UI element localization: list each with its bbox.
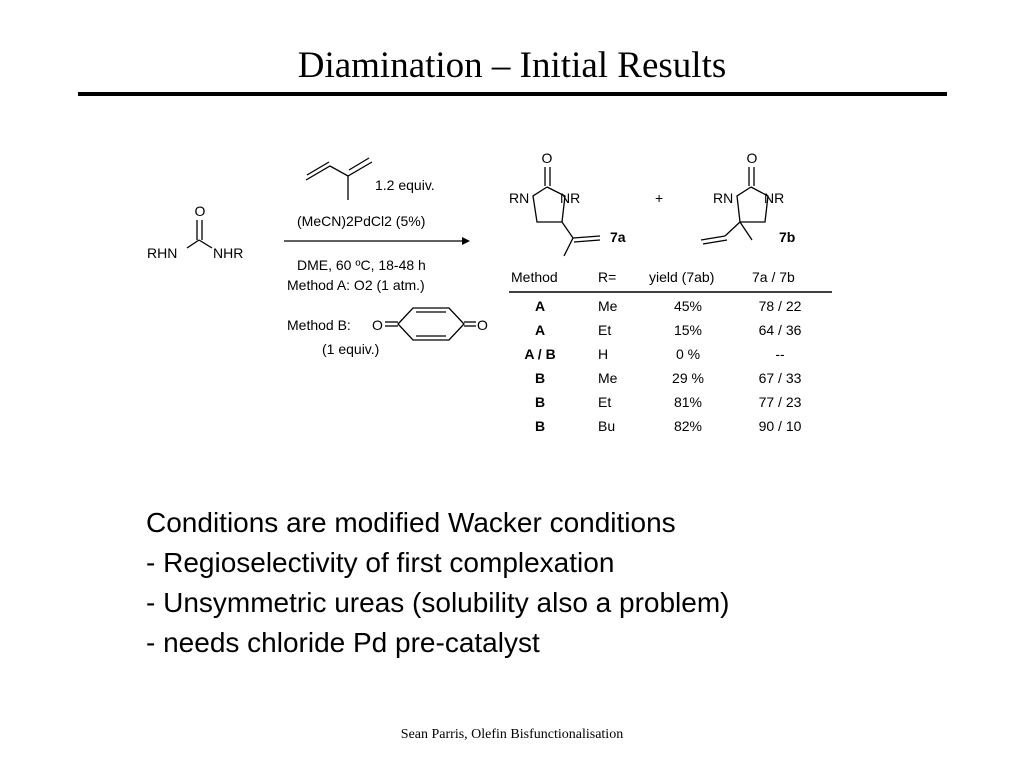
cell-ratio: 78 / 22 bbox=[758, 298, 802, 314]
method-b-equiv: (1 equiv.) bbox=[322, 341, 380, 357]
cell-yield: 82% bbox=[673, 418, 703, 434]
header-r: R= bbox=[598, 269, 617, 285]
slide-title: Diamination – Initial Results bbox=[297, 45, 727, 86]
table-row bbox=[535, 370, 802, 386]
cell-method: B bbox=[534, 418, 546, 434]
urea-structure bbox=[147, 203, 243, 261]
product-7a-nr: NR bbox=[560, 190, 581, 206]
cell-r: Et bbox=[598, 394, 612, 410]
table-row bbox=[535, 394, 802, 410]
cell-r: Bu bbox=[598, 418, 616, 434]
product-7b-label: 7b bbox=[779, 229, 796, 245]
cell-r: Et bbox=[598, 322, 612, 338]
cell-yield: 45% bbox=[673, 298, 703, 314]
cell-ratio: 77 / 23 bbox=[758, 394, 802, 410]
cell-yield: 29 % bbox=[672, 370, 704, 386]
cell-ratio: -- bbox=[775, 346, 785, 362]
table-row bbox=[535, 322, 802, 338]
table-body bbox=[524, 298, 801, 434]
product-7a-rn: RN bbox=[509, 190, 530, 206]
benzoquinone-structure bbox=[372, 308, 488, 340]
quinone-oxygen-right: O bbox=[477, 317, 488, 333]
header-yield: yield (7ab) bbox=[649, 269, 715, 285]
product-7b-rn: RN bbox=[713, 190, 734, 206]
catalyst-text: (MeCN)2PdCl2 (5%) bbox=[297, 213, 426, 229]
note-line-1: Conditions are modified Wacker conditions bbox=[146, 507, 676, 538]
table-row bbox=[524, 346, 785, 362]
urea-oxygen: O bbox=[194, 203, 206, 219]
cell-r: H bbox=[598, 346, 609, 362]
note-line-4: - needs chloride Pd pre-catalyst bbox=[146, 627, 540, 658]
cell-method: A bbox=[534, 298, 546, 314]
slide-footer: Sean Parris, Olefin Bisfunctionalisation bbox=[400, 727, 624, 742]
product-7a-structure bbox=[509, 150, 600, 256]
product-7b-structure bbox=[701, 150, 784, 244]
cell-yield: 0 % bbox=[675, 346, 701, 362]
cell-r: Me bbox=[598, 298, 618, 314]
product-7a-label: 7a bbox=[610, 229, 626, 245]
notes-list bbox=[146, 503, 730, 663]
method-a-text: Method A: O2 (1 atm.) bbox=[287, 277, 425, 293]
header-method: Method bbox=[511, 269, 558, 285]
cell-yield: 15% bbox=[673, 322, 703, 338]
product-7a-oxygen: O bbox=[541, 150, 553, 166]
note-line-3: - Unsymmetric ureas (solubility also a problem) bbox=[146, 587, 730, 618]
cell-r: Me bbox=[598, 370, 618, 386]
conditions-text: DME, 60 ºC, 18-48 h bbox=[297, 257, 426, 273]
cell-ratio: 67 / 33 bbox=[758, 370, 802, 386]
plus-sign: + bbox=[655, 190, 664, 206]
urea-right-nhr: NHR bbox=[213, 245, 244, 261]
method-b-label: Method B: bbox=[287, 317, 351, 333]
cell-method: A bbox=[534, 322, 546, 338]
cell-method: B bbox=[534, 394, 546, 410]
results-table bbox=[509, 269, 832, 434]
product-7b-oxygen: O bbox=[746, 150, 758, 166]
header-ratio: 7a / 7b bbox=[752, 269, 795, 285]
diene-equiv: 1.2 equiv. bbox=[375, 177, 435, 193]
reaction-arrow bbox=[284, 237, 470, 245]
cell-yield: 81% bbox=[673, 394, 703, 410]
table-row bbox=[535, 298, 802, 314]
cell-ratio: 64 / 36 bbox=[758, 322, 802, 338]
cell-method: A / B bbox=[524, 346, 556, 362]
quinone-oxygen-left: O bbox=[372, 317, 383, 333]
product-7b-nr: NR bbox=[764, 190, 785, 206]
note-line-2: - Regioselectivity of first complexation bbox=[146, 547, 615, 578]
cell-method: B bbox=[534, 370, 546, 386]
cell-ratio: 90 / 10 bbox=[758, 418, 802, 434]
urea-left-nhr: RHN bbox=[147, 245, 178, 261]
table-row bbox=[535, 418, 802, 434]
diene-structure bbox=[306, 158, 372, 200]
